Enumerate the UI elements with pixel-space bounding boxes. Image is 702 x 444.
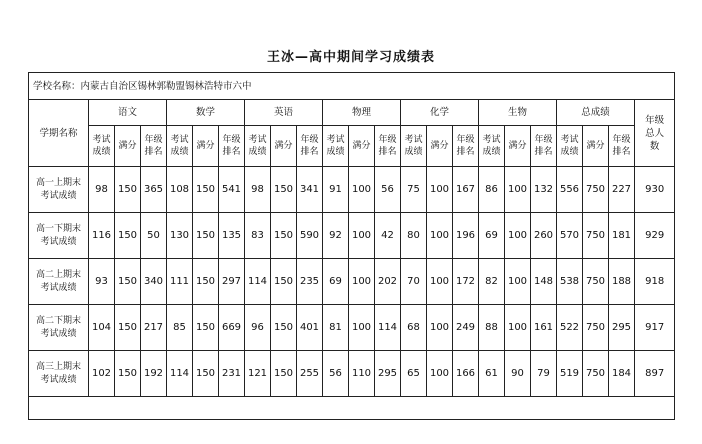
column-subheader: 考试成绩 [401,126,427,167]
column-subheader: 满分 [271,126,297,167]
table-cell: 130 [167,213,193,259]
row-label: 高二上期末考试成绩 [29,259,89,305]
subject-header: 英语 [245,100,323,126]
table-cell: 172 [453,259,479,305]
column-subheader: 满分 [583,126,609,167]
table-cell: 114 [167,351,193,397]
table-cell: 930 [635,167,675,213]
table-cell: 100 [427,213,453,259]
table-cell: 196 [453,213,479,259]
table-cell: 917 [635,305,675,351]
row-label: 高二下期末考试成绩 [29,305,89,351]
table-cell: 401 [297,305,323,351]
table-cell: 104 [89,305,115,351]
table-cell: 341 [297,167,323,213]
table-cell: 150 [193,305,219,351]
table-cell: 167 [453,167,479,213]
empty-cell [29,397,675,420]
table-cell: 365 [141,167,167,213]
table-cell: 235 [297,259,323,305]
subject-header: 总成绩 [557,100,635,126]
table-cell: 111 [167,259,193,305]
column-subheader: 考试成绩 [245,126,271,167]
table-cell: 556 [557,167,583,213]
table-cell: 56 [375,167,401,213]
table-cell: 100 [505,259,531,305]
column-subheader: 考试成绩 [557,126,583,167]
grade-table [28,72,675,420]
table-cell: 295 [375,351,401,397]
row-label: 高一下期末考试成绩 [29,213,89,259]
empty-row [29,397,675,420]
column-subheader: 年级排名 [141,126,167,167]
table-cell: 295 [609,305,635,351]
table-cell: 166 [453,351,479,397]
table-cell: 519 [557,351,583,397]
table-cell: 61 [479,351,505,397]
column-subheader: 满分 [115,126,141,167]
column-subheader: 考试成绩 [323,126,349,167]
subject-header: 物理 [323,100,401,126]
table-cell: 91 [323,167,349,213]
table-cell: 100 [349,213,375,259]
table-cell: 538 [557,259,583,305]
table-cell: 150 [115,213,141,259]
column-subheader: 满分 [349,126,375,167]
table-cell: 70 [401,259,427,305]
table-cell: 918 [635,259,675,305]
table-cell: 150 [193,167,219,213]
table-cell: 150 [115,167,141,213]
school-name: 学校名称：内蒙古自治区锡林郭勒盟锡林浩特市六中 [29,73,675,100]
table-cell: 92 [323,213,349,259]
table-cell: 750 [583,167,609,213]
table-cell: 897 [635,351,675,397]
table-cell: 541 [219,167,245,213]
table-cell: 150 [115,351,141,397]
table-cell: 88 [479,305,505,351]
table-cell: 86 [479,167,505,213]
table-cell: 110 [349,351,375,397]
period-header: 学期名称 [29,100,89,167]
table-cell: 82 [479,259,505,305]
table-row [29,259,675,305]
table-cell: 108 [167,167,193,213]
table-cell: 192 [141,351,167,397]
column-subheader: 年级排名 [297,126,323,167]
table-cell: 100 [349,259,375,305]
table-cell: 217 [141,305,167,351]
row-label: 高一上期末考试成绩 [29,167,89,213]
table-cell: 150 [193,213,219,259]
table-cell: 150 [271,305,297,351]
table-cell: 150 [193,259,219,305]
table-cell: 100 [505,213,531,259]
table-cell: 750 [583,259,609,305]
table-cell: 50 [141,213,167,259]
table-cell: 100 [505,305,531,351]
table-cell: 90 [505,351,531,397]
table-cell: 100 [505,167,531,213]
table-cell: 929 [635,213,675,259]
table-cell: 100 [427,167,453,213]
table-cell: 100 [427,259,453,305]
table-cell: 181 [609,213,635,259]
table-cell: 100 [427,351,453,397]
subject-header: 语文 [89,100,167,126]
table-cell: 69 [323,259,349,305]
page-title: 王冰—高中期间学习成绩表 [266,50,435,65]
row-label: 高三上期末考试成绩 [29,351,89,397]
table-cell: 132 [531,167,557,213]
table-cell: 227 [609,167,635,213]
table-row [29,305,675,351]
table-cell: 68 [401,305,427,351]
column-subheader: 满分 [505,126,531,167]
table-cell: 116 [89,213,115,259]
table-cell: 522 [557,305,583,351]
subject-header: 化学 [401,100,479,126]
table-row [29,213,675,259]
column-subheader: 年级排名 [531,126,557,167]
table-cell: 96 [245,305,271,351]
table-cell: 114 [375,305,401,351]
table-cell: 85 [167,305,193,351]
table-cell: 148 [531,259,557,305]
table-cell: 150 [271,213,297,259]
table-row [29,167,675,213]
table-cell: 161 [531,305,557,351]
table-cell: 231 [219,351,245,397]
table-cell: 750 [583,305,609,351]
table-cell: 590 [297,213,323,259]
table-cell: 297 [219,259,245,305]
table-cell: 100 [349,305,375,351]
table-cell: 102 [89,351,115,397]
column-subheader: 年级排名 [609,126,635,167]
table-cell: 56 [323,351,349,397]
table-cell: 150 [271,167,297,213]
table-cell: 98 [89,167,115,213]
grade-total-header: 年级总人数 [635,100,675,167]
column-subheader: 年级排名 [219,126,245,167]
table-cell: 260 [531,213,557,259]
table-cell: 188 [609,259,635,305]
table-cell: 93 [89,259,115,305]
subject-header: 数学 [167,100,245,126]
table-cell: 65 [401,351,427,397]
column-subheader: 考试成绩 [167,126,193,167]
table-cell: 135 [219,213,245,259]
column-subheader: 考试成绩 [89,126,115,167]
table-cell: 150 [271,351,297,397]
column-subheader: 年级排名 [453,126,479,167]
table-cell: 100 [349,167,375,213]
table-cell: 150 [193,351,219,397]
table-cell: 75 [401,167,427,213]
table-cell: 249 [453,305,479,351]
table-cell: 79 [531,351,557,397]
table-cell: 202 [375,259,401,305]
table-cell: 150 [115,259,141,305]
table-cell: 669 [219,305,245,351]
table-cell: 98 [245,167,271,213]
table-cell: 750 [583,351,609,397]
subject-header: 生物 [479,100,557,126]
table-cell: 570 [557,213,583,259]
column-subheader: 考试成绩 [479,126,505,167]
table-cell: 42 [375,213,401,259]
table-cell: 150 [271,259,297,305]
table-cell: 80 [401,213,427,259]
table-cell: 150 [115,305,141,351]
table-cell: 184 [609,351,635,397]
column-subheader: 满分 [193,126,219,167]
table-cell: 750 [583,213,609,259]
column-subheader: 满分 [427,126,453,167]
table-cell: 114 [245,259,271,305]
table-cell: 69 [479,213,505,259]
table-row [29,351,675,397]
table-cell: 81 [323,305,349,351]
table-cell: 83 [245,213,271,259]
table-cell: 100 [427,305,453,351]
table-cell: 121 [245,351,271,397]
table-cell: 340 [141,259,167,305]
table-cell: 255 [297,351,323,397]
column-subheader: 年级排名 [375,126,401,167]
